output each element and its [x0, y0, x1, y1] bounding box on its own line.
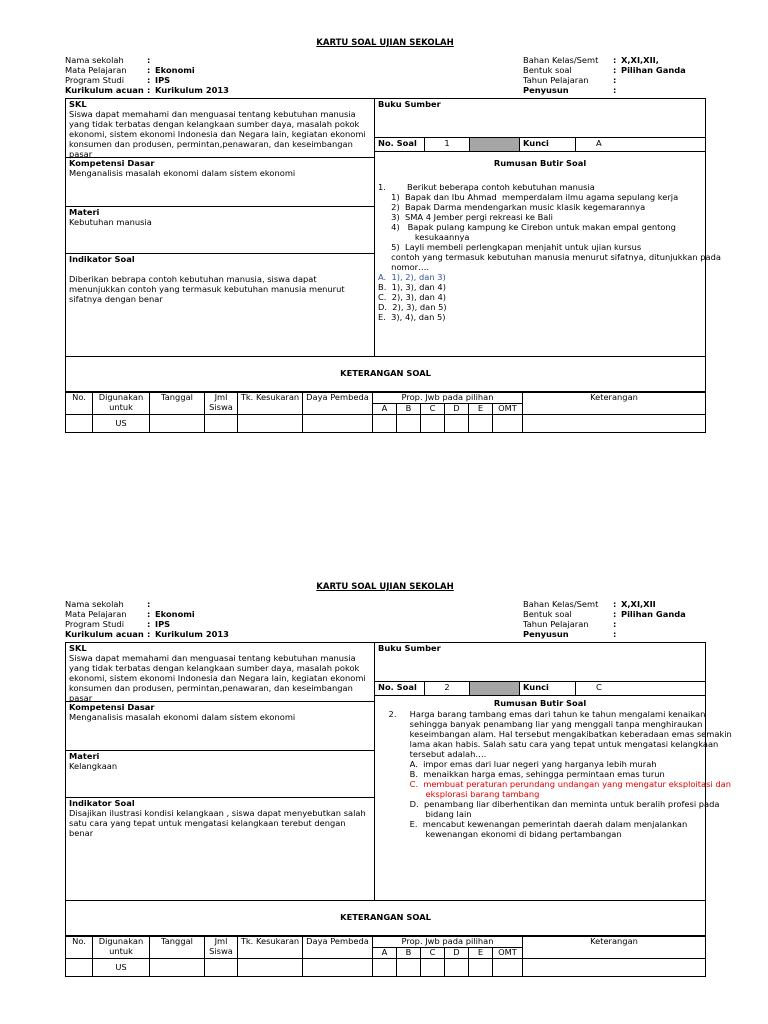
col-keterangan: Keterangan [523, 393, 706, 415]
col-no: No. [66, 937, 93, 959]
buku-sumber-label: Buku Sumber [378, 99, 441, 110]
no-soal-value: 1 [425, 138, 470, 152]
skl-text: Siswa dapat memahami dan menguasai tentang kebutuhan manusia yang tidak terbatas dengan kelangkaan sumber daya, masalah pokok ekonomi, sistem ekonomi Indonesia dan Negara lain, kegiatan ekonomi konsumen dan produsen, permintan,penawaran, dan keseimbangan pasar [69, 109, 366, 159]
buku-sumber-cell [375, 99, 706, 138]
rumusan-label: Rumusan Butir Soal [493, 158, 587, 169]
answer-option: A. 1), 2), dan 3) [378, 271, 446, 282]
header-label: Bahan Kelas/Semt [523, 55, 599, 66]
col-daya: Daya Pembeda [303, 393, 373, 415]
right-header-row [523, 86, 686, 96]
materi-text: Kelangkaan [69, 761, 118, 772]
header-label: Nama sekolah [65, 599, 124, 610]
kd-text: Menganalisis masalah ekonomi dalam sistem ekonomi [69, 712, 296, 723]
question-line: 5) Layli membeli perlengkapan menjahit untuk ujian kursus [378, 241, 642, 252]
choice-cell [493, 415, 523, 433]
col-prop: Prop. Jwb pada pilihan [373, 393, 523, 404]
answer-option: B. menaikkan harga emas, sehingga permintaan emas turun [378, 768, 665, 779]
header-label: Nama sekolah [65, 55, 124, 66]
materi-label: Materi [69, 751, 100, 762]
choice-header: A [373, 404, 397, 415]
buku-sumber-label: Buku Sumber [378, 643, 441, 654]
header-sep: : [613, 85, 617, 96]
header-value: IPS [155, 619, 171, 630]
card-main-table [65, 98, 721, 392]
choice-header: E [469, 404, 493, 415]
question-line: sehingga banyak penambang liar yang menggali tanpa menghiraukan [378, 719, 703, 730]
answer-option: B. 1), 3), dan 4) [378, 281, 446, 292]
header-value: IPS [155, 75, 171, 86]
question-card [65, 38, 721, 433]
header-value: X,XI,XII, [621, 55, 659, 66]
row-no [66, 959, 93, 977]
indikator-text: Diberikan bebrapa contoh kebutuhan manusia, siswa dapat menunjukkan contoh yang termasuk kebutuhan manusia menurut sifatnya dengan benar [69, 274, 345, 305]
choice-header: D [445, 404, 469, 415]
header-value: X,XI,XII [621, 599, 656, 610]
indikator-section [66, 254, 374, 356]
choice-header: C [421, 948, 445, 959]
row-cell [150, 415, 205, 433]
header-value: Kurikulum 2013 [155, 629, 229, 640]
answer-option: D. 2), 3), dan 5) [378, 301, 447, 312]
answer-option: E. 3), 4), dan 5) [378, 311, 446, 322]
choice-header: B [397, 948, 421, 959]
no-soal-label: No. Soal [375, 682, 425, 696]
row-cell [238, 959, 303, 977]
choice-cell [421, 959, 445, 977]
answer-option: D. penambang liar diberhentikan dan meminta untuk beralih profesi pada bidang lain [409, 798, 720, 819]
choice-cell [445, 415, 469, 433]
header-label: Mata Pelajaran [65, 65, 127, 76]
skl-section [66, 643, 374, 702]
indikator-label: Indikator Soal [69, 798, 135, 809]
choice-header: OMT [493, 404, 523, 415]
question-line: 2. Harga barang tambang emas dari tahun ke tahun mengalami kenaikan [378, 709, 706, 720]
header-value: Pilihan Ganda [621, 609, 686, 620]
col-digunakan: Digunakan untuk [93, 393, 150, 415]
choice-cell [493, 959, 523, 977]
kd-label: Kompetensi Dasar [69, 158, 155, 169]
header-sep: : [613, 65, 617, 76]
row-cell [205, 959, 238, 977]
col-tanggal: Tanggal [150, 937, 205, 959]
header-value: Ekonomi [155, 65, 195, 76]
header-sep: : [147, 65, 151, 76]
question-card [65, 582, 732, 977]
question-line: 1. Berikut beberapa contoh kebutuhan manusia [378, 182, 595, 193]
header-sep: : [613, 599, 617, 610]
header-sep: : [147, 619, 151, 630]
indikator-section [66, 798, 374, 900]
question-line: kesukaannya [378, 231, 470, 242]
question-line: nomor…. [378, 261, 430, 272]
question-line: keseimbangan alam. Hal tersebut mengakibatkan keberadaan emas semakin [378, 729, 732, 740]
materi-section [66, 751, 374, 798]
header-label: Penyusun [523, 85, 569, 96]
choice-header: C [421, 404, 445, 415]
choice-header: D [445, 948, 469, 959]
header-sep: : [147, 55, 151, 66]
header-sep: : [613, 55, 617, 66]
header-sep: : [613, 609, 617, 620]
rumusan-cell [375, 696, 732, 901]
skl-text: Siswa dapat memahami dan menguasai tentang kebutuhan manusia yang tidak terbatas dengan kelangkaan sumber daya, masalah pokok ekonomi, sistem ekonomi Indonesia dan Negara lain, kegiatan ekonomi konsumen dan produsen, permintan,penawaran, dan keseimbangan pasar [69, 653, 366, 703]
header-label: Program Studi [65, 619, 124, 630]
indikator-text: Disajikan ilustrasi kondisi kelangkaan , siswa dapat menyebutkan salah satu cara yang tepat untuk mengatasi kelangkaan terebut dengan benar [69, 808, 366, 839]
header-left [65, 56, 229, 96]
question-line: contoh yang termasuk kebutuhan manusia menurut sifatnya, ditunjukkan pada [378, 251, 721, 262]
question-body [378, 182, 721, 322]
choice-header: E [469, 948, 493, 959]
col-daya: Daya Pembeda [303, 937, 373, 959]
row-no [66, 415, 93, 433]
keterangan-title-cell [66, 901, 706, 936]
row-cell [523, 959, 706, 977]
row-digunakan: US [93, 415, 150, 433]
kd-section [66, 702, 374, 751]
header-label: Bentuk soal [523, 65, 572, 76]
header-label: Tahun Pelajaran [523, 75, 589, 86]
left-column [66, 99, 375, 357]
question-line: tersebut adalah…. [378, 748, 487, 759]
question-line: 4) Bapak pulang kampung ke Cirebon untuk makan empal gentong [378, 221, 676, 232]
header-sep: : [613, 75, 617, 86]
rumusan-label: Rumusan Butir Soal [493, 698, 587, 709]
header-sep: : [147, 599, 151, 610]
col-prop: Prop. Jwb pada pilihan [373, 937, 523, 948]
left-column [66, 643, 375, 901]
header-sep: : [147, 75, 151, 86]
answer-option: C. membuat peraturan perundang undangan yang mengatur eksploitasi dan eksplorasi barang tambang [409, 778, 731, 799]
card-main-table [65, 642, 732, 936]
row-digunakan: US [93, 959, 150, 977]
choice-cell [469, 959, 493, 977]
header-label: Bahan Kelas/Semt [523, 599, 599, 610]
no-soal-value: 2 [425, 682, 470, 696]
kd-text: Menganalisis masalah ekonomi dalam sistem ekonomi [69, 168, 296, 179]
materi-section [66, 207, 374, 254]
header-label: Tahun Pelajaran [523, 619, 589, 630]
kunci-label: Kunci [520, 138, 576, 152]
row-cell [303, 415, 373, 433]
no-soal-label: No. Soal [375, 138, 425, 152]
choice-header: OMT [493, 948, 523, 959]
card-header [65, 600, 705, 642]
col-tanggal: Tanggal [150, 393, 205, 415]
choice-header: B [397, 404, 421, 415]
header-value: Ekonomi [155, 609, 195, 620]
header-label: Program Studi [65, 75, 124, 86]
row-cell [205, 415, 238, 433]
keterangan-title: KETERANGAN SOAL [340, 368, 431, 379]
choice-cell [445, 959, 469, 977]
skl-section [66, 99, 374, 158]
row-cell [238, 415, 303, 433]
answer-option: A. impor emas dari luar negeri yang harganya lebih murah [378, 758, 657, 769]
col-no: No. [66, 393, 93, 415]
col-jml: Jml Siswa [205, 393, 238, 415]
header-sep: : [613, 629, 617, 640]
keterangan-title-cell [66, 357, 706, 392]
header-label: Penyusun [523, 629, 569, 640]
left-header-row [65, 630, 229, 640]
choice-cell [373, 959, 397, 977]
choice-cell [397, 959, 421, 977]
skl-label: SKL [69, 99, 87, 110]
skl-label: SKL [69, 643, 87, 654]
row-cell [303, 959, 373, 977]
kd-section [66, 158, 374, 207]
col-digunakan: Digunakan untuk [93, 937, 150, 959]
choice-cell [469, 415, 493, 433]
choice-header: A [373, 948, 397, 959]
left-header-row [65, 86, 229, 96]
col-tk: Tk. Kesukaran [238, 393, 303, 415]
answer-option: E. mencabut kewenangan pemerintah daerah dalam menjalankan kewenangan ekonomi di bidang pertambangan [409, 818, 688, 839]
header-label: Kurikulum acuan [65, 85, 144, 96]
header-label: Bentuk soal [523, 609, 572, 620]
question-line: 3) SMA 4 Jember pergi rekreasi ke Bali [378, 212, 553, 222]
keterangan-table [65, 392, 706, 433]
header-sep: : [613, 619, 617, 630]
answer-option: C. 2), 3), dan 4) [378, 291, 447, 302]
indikator-label: Indikator Soal [69, 254, 135, 265]
header-sep: : [147, 609, 151, 620]
kunci-value: A [576, 138, 706, 152]
header-value: Pilihan Ganda [621, 65, 686, 76]
header-right [523, 56, 686, 96]
col-tk: Tk. Kesukaran [238, 937, 303, 959]
header-left [65, 600, 229, 640]
materi-label: Materi [69, 207, 100, 218]
card-title: KARTU SOAL UJIAN SEKOLAH [316, 38, 454, 48]
no-soal-shaded [470, 682, 520, 696]
kd-label: Kompetensi Dasar [69, 702, 155, 713]
choice-cell [421, 415, 445, 433]
card-header [65, 56, 705, 98]
col-keterangan: Keterangan [523, 937, 706, 959]
col-jml: Jml Siswa [205, 937, 238, 959]
buku-sumber-cell [375, 643, 706, 682]
header-value: Kurikulum 2013 [155, 85, 229, 96]
rumusan-cell [375, 152, 721, 357]
header-sep: : [147, 629, 151, 640]
question-line: 2) Bapak Darma mendengarkan music klasik kegemarannya [378, 202, 646, 213]
materi-text: Kebutuhan manusia [69, 217, 152, 228]
keterangan-title: KETERANGAN SOAL [340, 912, 431, 923]
kunci-value: C [576, 682, 706, 696]
row-cell [523, 415, 706, 433]
header-sep: : [147, 85, 151, 96]
right-header-row [523, 630, 686, 640]
question-line: lama akan habis. Salah satu cara yang tepat untuk mengatasi kelangkaan [378, 739, 719, 749]
header-label: Mata Pelajaran [65, 609, 127, 620]
choice-cell [397, 415, 421, 433]
keterangan-table [65, 936, 706, 977]
header-right [523, 600, 686, 640]
card-title: KARTU SOAL UJIAN SEKOLAH [316, 582, 454, 592]
question-line: 1) Bapak dan Ibu Ahmad memperdalam ilmu agama sepulang kerja [378, 192, 679, 203]
header-label: Kurikulum acuan [65, 629, 144, 640]
choice-cell [373, 415, 397, 433]
row-cell [150, 959, 205, 977]
no-soal-shaded [470, 138, 520, 152]
question-body [378, 709, 732, 839]
kunci-label: Kunci [520, 682, 576, 696]
